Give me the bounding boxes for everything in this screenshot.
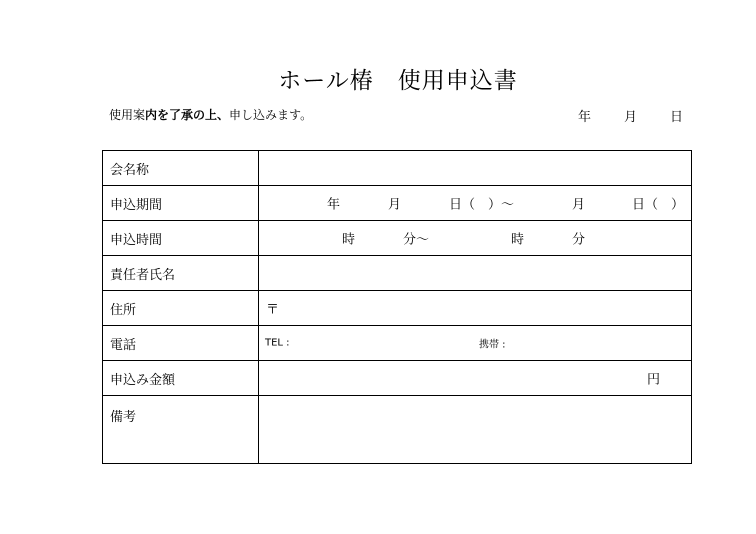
row-address (103, 291, 692, 326)
period-day-end: 日（ ） (632, 197, 685, 213)
field-application-period[interactable] (259, 186, 692, 221)
label-amount: 申込み金額 (103, 361, 259, 396)
field-amount[interactable] (259, 361, 692, 396)
field-application-time[interactable] (259, 221, 692, 256)
row-responsible-person (103, 256, 692, 291)
label-application-period: 申込期間 (103, 186, 259, 221)
field-responsible-person[interactable] (259, 256, 692, 291)
application-form-table (102, 150, 692, 464)
field-notes[interactable] (259, 396, 692, 464)
row-application-period (103, 186, 692, 221)
intro-part-1: 使用案 (109, 108, 146, 122)
row-notes (103, 396, 692, 464)
date-day-label: 日 (670, 110, 684, 125)
intro-part-2: 内を了承の上、 (145, 108, 230, 122)
page-title: ホール椿 使用申込書 (278, 68, 518, 94)
time-hour-end: 時 (511, 232, 525, 248)
time-minute-end: 分 (572, 232, 586, 248)
date-year-label: 年 (578, 110, 592, 125)
label-responsible-person: 責任者氏名 (103, 256, 259, 291)
period-year: 年 (327, 197, 341, 213)
postal-mark: 〒 (266, 302, 280, 318)
time-minute-start: 分～ (403, 232, 430, 248)
period-day-start: 日（ ）～ (449, 197, 515, 213)
row-organization-name (103, 151, 692, 186)
row-application-time (103, 221, 692, 256)
row-phone (103, 326, 692, 361)
yen-unit: 円 (647, 372, 661, 388)
date-month-label: 月 (624, 110, 638, 125)
label-phone: 電話 (103, 326, 259, 361)
label-address: 住所 (103, 291, 259, 326)
row-amount (103, 361, 692, 396)
label-application-time: 申込時間 (103, 221, 259, 256)
intro-text (109, 106, 312, 123)
intro-part-3: 申し込みます。 (229, 108, 313, 122)
field-phone[interactable] (259, 326, 692, 361)
mobile-label: 携帯 : (479, 339, 506, 351)
time-hour-start: 時 (342, 232, 356, 248)
period-month-start: 月 (388, 197, 402, 213)
period-month-end: 月 (572, 197, 586, 213)
label-notes: 備考 (103, 396, 259, 464)
tel-label: TEL : (265, 337, 290, 349)
field-organization-name[interactable] (259, 151, 692, 186)
field-address[interactable] (259, 291, 692, 326)
label-organization-name: 会名称 (103, 151, 259, 186)
